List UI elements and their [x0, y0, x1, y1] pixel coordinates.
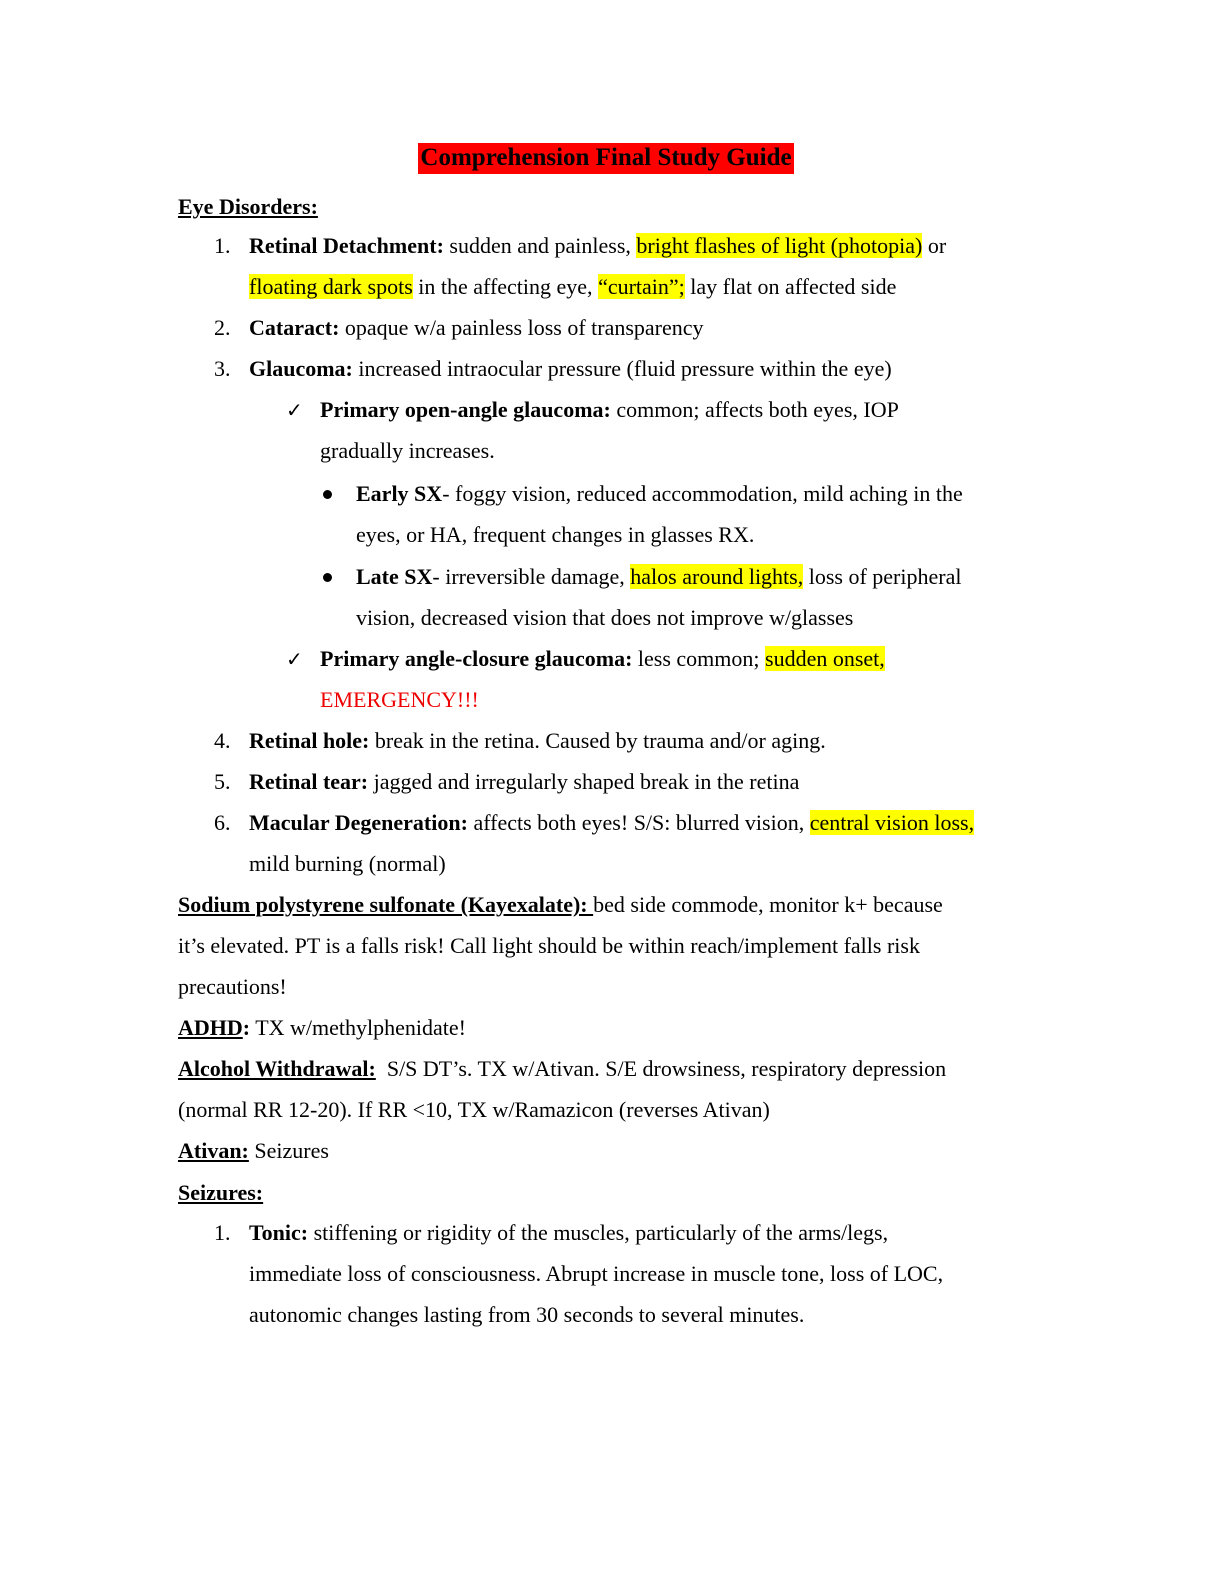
emergency-text: EMERGENCY!!!: [320, 687, 479, 712]
list-number: 3.: [214, 356, 231, 381]
retinal-detachment-line-1: Retinal Detachment: sudden and painless, bright flashes of light (photopia) or: [249, 233, 947, 258]
list-number: 4.: [214, 728, 231, 753]
alcohol-withdrawal-line-1: Alcohol Withdrawal: S/S DT’s. TX w/Ativan. S/E drowsiness, respiratory depression: [178, 1056, 947, 1081]
tonic-line-3: autonomic changes lasting from 30 seconds to several minutes.: [249, 1302, 805, 1327]
checkmark-icon: ✓: [286, 398, 303, 422]
retinal-tear-line: Retinal tear: jagged and irregularly shaped break in the retina: [249, 769, 800, 794]
page-title: Comprehension Final Study Guide: [0, 145, 1212, 171]
bullet-icon: [323, 573, 332, 582]
cataract-line: Cataract: opaque w/a painless loss of transparency: [249, 315, 704, 340]
alcohol-withdrawal-line-2: (normal RR 12-20). If RR <10, TX w/Ramazicon (reverses Ativan): [178, 1097, 770, 1122]
seizures-heading: Seizures:: [178, 1180, 264, 1205]
late-sx-line-1: Late SX- irreversible damage, halos around lights, loss of peripheral: [356, 564, 962, 589]
macular-line-1: Macular Degeneration: affects both eyes! S/S: blurred vision, central vision loss,: [249, 810, 975, 835]
kayexalate-line-2: it’s elevated. PT is a falls risk! Call light should be within reach/implement falls risk: [178, 933, 920, 958]
early-sx-line-1: Early SX- foggy vision, reduced accommodation, mild aching in the: [356, 481, 963, 506]
macular-line-2: mild burning (normal): [249, 851, 446, 876]
bullet-icon: [323, 490, 332, 499]
checkmark-icon: ✓: [286, 647, 303, 671]
adhd-line: ADHD: TX w/methylphenidate!: [178, 1015, 466, 1040]
early-sx-line-2: eyes, or HA, frequent changes in glasses RX.: [356, 522, 755, 547]
list-number: 6.: [214, 810, 231, 835]
list-number: 5.: [214, 769, 231, 794]
glaucoma-line: Glaucoma: increased intraocular pressure (fluid pressure within the eye): [249, 356, 892, 381]
open-angle-line-1: Primary open-angle glaucoma: common; affects both eyes, IOP: [320, 397, 899, 422]
angle-closure-line-1: Primary angle-closure glaucoma: less common; sudden onset,: [320, 646, 885, 671]
late-sx-line-2: vision, decreased vision that does not improve w/glasses: [356, 605, 854, 630]
list-number: 1.: [214, 233, 231, 258]
open-angle-line-2: gradually increases.: [320, 438, 495, 463]
tonic-line-1: Tonic: stiffening or rigidity of the muscles, particularly of the arms/legs,: [249, 1220, 889, 1245]
eye-disorders-heading: Eye Disorders:: [178, 194, 318, 219]
kayexalate-line-3: precautions!: [178, 974, 287, 999]
retinal-detachment-line-2: floating dark spots in the affecting eye, “curtain”; lay flat on affected side: [249, 274, 897, 299]
list-number: 1.: [214, 1220, 231, 1245]
ativan-line: Ativan: Seizures: [178, 1138, 329, 1163]
tonic-line-2: immediate loss of consciousness. Abrupt increase in muscle tone, loss of LOC,: [249, 1261, 944, 1286]
retinal-hole-line: Retinal hole: break in the retina. Caused by trauma and/or aging.: [249, 728, 826, 753]
kayexalate-line-1: Sodium polystyrene sulfonate (Kayexalate): bed side commode, monitor k+ because: [178, 892, 943, 917]
list-number: 2.: [214, 315, 231, 340]
